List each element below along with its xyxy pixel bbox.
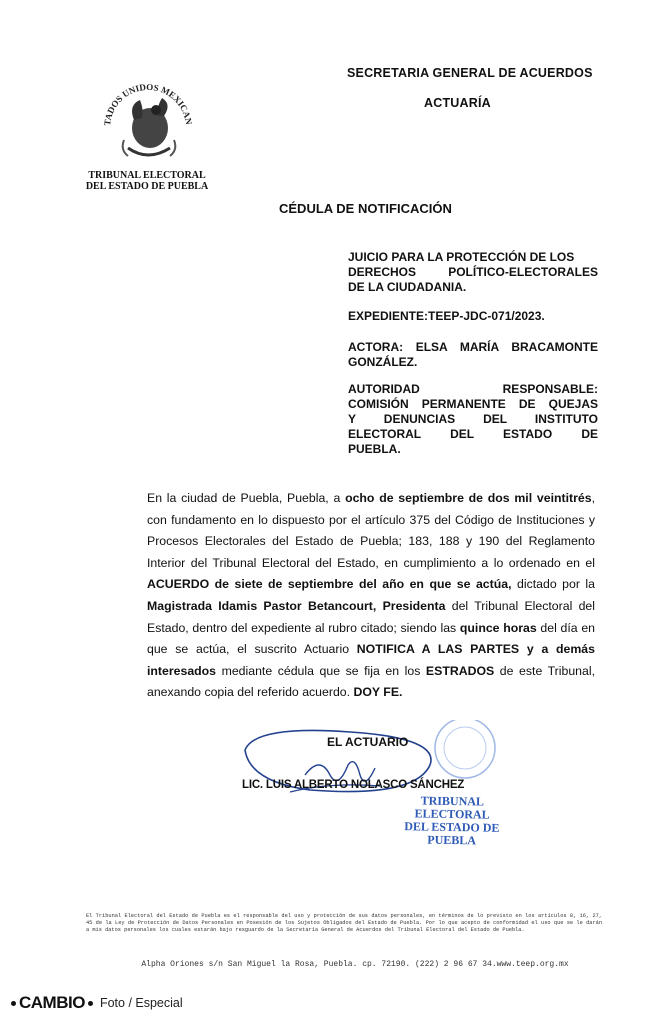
stamp-text [382, 794, 523, 848]
seal-arc-text: TADOS UNIDOS MEXICAN [102, 81, 194, 127]
body-text-run: del Tribunal Electoral del Estado, dentro del expediente al rubro citado; siendo las [147, 598, 595, 635]
body-bold-run: quince horas [459, 620, 537, 635]
case-expediente: EXPEDIENTE:TEEP-JDC-071/2023. [348, 309, 545, 323]
body-bold-run: ACUERDO de siete de septiembre del año en que se actúa, [147, 577, 512, 592]
stamp-line1: TRIBUNAL ELECTORAL [414, 793, 490, 822]
autoridad-line: PUEBLA. [348, 442, 401, 456]
autoridad-line: AUTORIDAD RESPONSABLE: [348, 382, 598, 396]
national-seal-icon [98, 70, 198, 170]
autoridad-line: ELECTORAL DEL ESTADO DE [348, 427, 598, 441]
body-text-run: de este Tribunal, anexando copia del referido acuerdo. [147, 663, 595, 700]
notification-body [147, 488, 595, 704]
case-juicio [348, 250, 598, 295]
privacy-notice: El Tribunal Electoral del Estado de Puebla es el responsable del uso y protección de sus datos personales, en términos de lo previsto en los artículos 8, 16, 27, 45 de la Ley de Protección de Datos Personales en Posesión de los Sujetos Obligados del Estado de Puebla. Por lo que acepto de conformidad el uso que se le darán a mis datos personales los cuales estarán bajo resguardo de la Secretaría General de Acuerdos del Tribunal Electoral del Estado de Puebla. [86, 913, 602, 933]
body-bold-run: DOY FE. [353, 685, 403, 700]
case-autoridad [348, 382, 598, 457]
juicio-line: DE LA CIUDADANIA. [348, 280, 467, 294]
body-bold-run: ocho de septiembre de dos mil veintitrés [345, 491, 592, 505]
dot-icon [88, 1001, 93, 1006]
dot-icon [11, 1001, 16, 1006]
juicio-line: JUICIO PARA LA PROTECCIÓN DE LOS [348, 250, 575, 264]
signature-name: LIC. LUIS ALBERTO NOLASCO SÁNCHEZ [242, 779, 465, 791]
juicio-line: DERECHOS POLÍTICO-ELECTORALES [348, 265, 598, 279]
body-text-run: , con fundamento en lo dispuesto por el artículo 375 del Código de Instituciones y Procesos Electorales del Estado de Puebla; 183, 188 y 190 del Reglamento Interior del Tribunal Electoral del Estado, en cumplimiento a lo ordenado en el [147, 491, 595, 570]
body-text-run: dictado por la [511, 577, 595, 592]
brand-name: CAMBIO [19, 993, 85, 1012]
body-bold-run: NOTIFICA A LAS PARTES y a demás interesados [147, 642, 595, 678]
signature-title: EL ACTUARIO [327, 735, 409, 749]
header-actuaria: ACTUARÍA [424, 96, 491, 110]
stamp-line2: DEL ESTADO DE PUEBLA [404, 819, 500, 848]
body-text-run: del día en que se actúa, el suscrito Actuario [147, 620, 595, 657]
photo-credit [8, 993, 183, 1013]
body-text-run: En la ciudad de Puebla, Puebla, a [147, 491, 346, 505]
seal-label-line2: DEL ESTADO DE PUEBLA [85, 181, 209, 192]
seal-label [72, 170, 222, 192]
autoridad-line: COMISIÓN PERMANENTE DE QUEJAS [348, 397, 598, 411]
case-actora [348, 340, 598, 370]
body-text-run: mediante cédula que se fija en los [216, 663, 426, 678]
seal-label-line1: TRIBUNAL ELECTORAL [88, 170, 206, 181]
cambio-logo [8, 993, 96, 1013]
actora-line: GONZÁLEZ. [348, 355, 418, 369]
autoridad-line: Y DENUNCIAS DEL INSTITUTO [348, 412, 598, 426]
actora-line: ACTORA: ELSA MARÍA BRACAMONTE [348, 340, 598, 354]
body-bold-run: ESTRADOS [425, 663, 495, 678]
footer-address: Alpha Oriones s/n San Miguel la Rosa, Puebla. cp. 72190. (222) 2 96 67 34.www.teep.org.mx [141, 960, 569, 969]
header-secretaria: SECRETARIA GENERAL DE ACUERDOS [347, 66, 593, 80]
page-title: CÉDULA DE NOTIFICACIÓN [279, 201, 452, 216]
credit-text: Foto / Especial [99, 996, 183, 1010]
body-bold-run: Magistrada Idamis Pastor Betancourt, Presidenta [147, 598, 446, 613]
